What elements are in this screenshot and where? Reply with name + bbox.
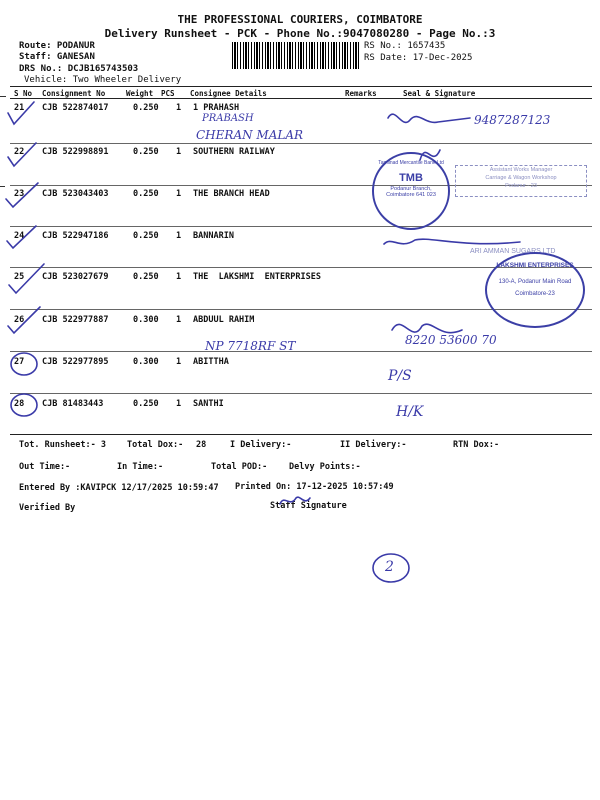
row-consignment: CJB 522874017 [42,103,109,113]
row-consignee: THE BRANCH HEAD [193,189,270,199]
row-consignee: SOUTHERN RAILWAY [193,147,275,157]
tmb-bank-stamp: Tamilnad Mercantile Bank Ltd TMB Podanur Branch, Coimbatore 641 023 [372,152,450,230]
col-sno: S No [14,89,33,98]
col-seal-signature: Seal & Signature [403,89,476,98]
col-pcs: PCS [161,89,175,98]
check-mark-icon [8,102,34,124]
delvy-points: Delvy Points:- [289,462,361,472]
row-consignment: CJB 81483443 [42,399,104,409]
verified-by: Verified By [19,503,76,513]
row-pcs: 1 [176,103,182,113]
signature-21 [388,114,470,122]
row-pcs: 1 [176,272,182,282]
row-pcs: 1 [176,315,182,325]
staff-signature: Staff Signature [270,501,347,511]
row-weight: 0.250 [133,189,159,199]
row-weight: 0.300 [133,357,159,367]
signature-24 [384,239,520,244]
printed-on: Printed On: 17-12-2025 10:57:49 [235,482,394,492]
row-weight: 0.250 [133,231,159,241]
rs-number: RS No.: 1657435 [364,41,446,51]
col-weight: Weight [126,89,154,98]
lakshmi-enterprises-stamp: LAKSHMI ENTERPRISES 130-A, Podanur Main Road Coimbatore-23 [485,252,585,328]
hand-note-np: NP 7718RF ST [205,339,296,353]
row-sno: 27 [14,357,25,367]
hand-note-prabash: PRABASH [202,113,254,124]
row-consignment: CJB 523027679 [42,272,109,282]
row-consignee: ABDUUL RAHIM [193,315,255,325]
staff: Staff: GANESAN [19,52,95,62]
row-sno: 23 [14,189,25,199]
row-weight: 0.250 [133,399,159,409]
check-mark-icon [8,307,40,333]
row-sno: 28 [14,399,25,409]
row-sno: 26 [14,315,25,325]
row-consignment: CJB 522947186 [42,231,109,241]
runsheet-subtitle: Delivery Runsheet - PCK - Phone No.:9047080280 - Page No.:3 [104,27,496,40]
total-dox-value: 28 [196,440,207,450]
row-consignment: CJB 522998891 [42,147,109,157]
check-mark-icon [9,264,44,293]
i-delivery: I Delivery:- [230,440,292,450]
col-consignee: Consignee Details [190,89,267,98]
row-weight: 0.250 [133,147,159,157]
hand-note-phone-26: 8220 53600 70 [405,333,497,347]
row-sno: 22 [14,147,25,157]
tot-runsheet: Tot. Runsheet:- 3 [19,440,106,450]
hand-note-hk: H/K [396,404,424,420]
check-mark-icon [8,143,36,166]
row-sno: 24 [14,231,25,241]
bannari-stamp: ARI AMMAN SUGARS LTD [470,248,556,255]
row-pcs: 1 [176,189,182,199]
entered-by: Entered By :KAVIPCK 12/17/2025 10:59:47 [19,483,219,493]
col-remarks: Remarks [345,89,377,98]
row-pcs: 1 [176,357,182,367]
hand-note-phone: 9487287123 [474,113,551,127]
row-pcs: 1 [176,399,182,409]
ii-delivery: II Delivery:- [340,440,407,450]
row-consignee: BANNARIN [193,231,234,241]
circle-mark-icon [11,394,37,416]
staff-signature-mark [280,497,310,504]
col-consignment: Consignment No [42,89,106,98]
row-weight: 0.300 [133,315,159,325]
edge-mark [0,96,6,97]
in-time: In Time:- [117,462,164,472]
row-consignee: 1 PRAHASH [193,103,240,113]
check-mark-icon [6,183,38,207]
circle-mark-icon [11,353,37,375]
drs-number: DRS No.: DCJB165743503 [19,64,139,74]
signature-26 [392,324,462,332]
route: Route: PODANUR [19,41,95,51]
rtn-dox: RTN Dox:- [453,440,500,450]
row-sno: 25 [14,272,25,282]
row-consignment: CJB 522977895 [42,357,109,367]
row-consignee: SANTHI [193,399,224,409]
row-pcs: 1 [176,147,182,157]
row-consignment: CJB 523043403 [42,189,109,199]
vehicle: Vehicle: Two Wheeler Delivery [24,75,182,85]
row-weight: 0.250 [133,103,159,113]
page-mark: 2 [385,559,394,575]
edge-mark [0,186,5,187]
rs-date: RS Date: 17-Dec-2025 [364,53,473,63]
hand-note-cheran: CHERAN MALAR [196,128,304,142]
row-consignee: ABITTHA [193,357,229,367]
total-dox-label: Total Dox:- [127,440,184,450]
check-mark-icon [7,226,36,248]
row-weight: 0.250 [133,272,159,282]
out-time: Out Time:- [19,462,71,472]
total-pod: Total POD:- [211,462,268,472]
row-pcs: 1 [176,231,182,241]
row-sno: 21 [14,103,25,113]
row-consignee: THE LAKSHMI ENTERPRISES [193,272,321,282]
company-title: THE PROFESSIONAL COURIERS, COIMBATORE [177,13,423,26]
row-consignment: CJB 522977887 [42,315,109,325]
hand-note-ps: P/S [388,368,412,384]
railway-stamp: Assistant Works Manager Carriage & Wagon Workshop Podanur - 23 [455,165,587,197]
